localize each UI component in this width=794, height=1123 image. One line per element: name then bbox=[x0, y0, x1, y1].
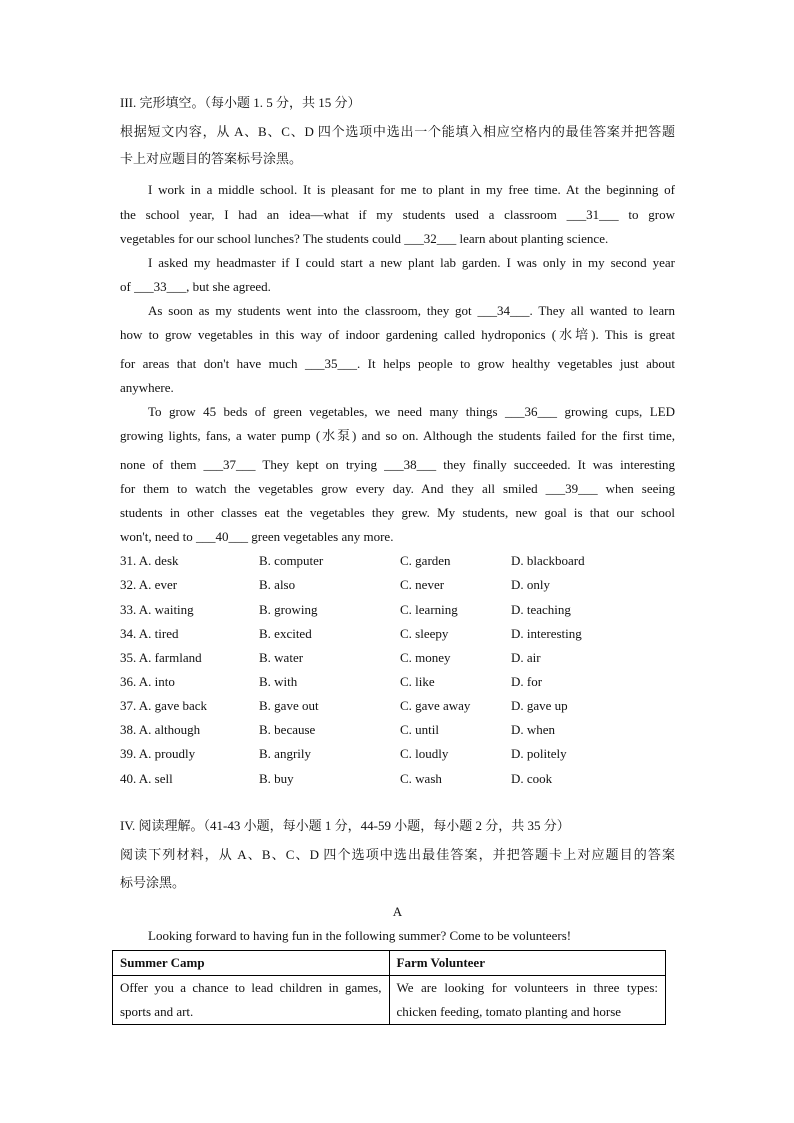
table-cell-summer-camp: Offer you a chance to lead children in games, sports and art. bbox=[113, 976, 390, 1025]
option-b: B. with bbox=[259, 674, 298, 689]
passage-line: won't, need to ___40___ green vegetables any more. bbox=[120, 529, 394, 544]
section4-instruction-line1: 阅读下列材料，从 A、B、C、D 四个选项中选出最佳答案，并把答题卡上对应题目的答案 bbox=[120, 847, 675, 862]
option-a: 35. A. farmland bbox=[120, 650, 202, 665]
option-b: B. computer bbox=[259, 553, 324, 568]
volunteer-table bbox=[112, 950, 666, 1025]
passage-line: the school year, I had an idea—what if my students used a classroom ___31___ to grow bbox=[120, 207, 675, 222]
option-b: B. buy bbox=[259, 771, 294, 786]
passage-line: To grow 45 beds of green vegetables, we need many things ___36___ growing cups, LED bbox=[148, 404, 675, 419]
option-d: D. politely bbox=[511, 746, 567, 761]
option-d: D. cook bbox=[511, 771, 553, 786]
table-cell-farm-volunteer: We are looking for volunteers in three types: chicken feeding, tomato planting and horse bbox=[389, 976, 666, 1025]
passage-line: how to grow vegetables in this way of indoor gardening called hydroponics (水培). This is great bbox=[120, 327, 675, 342]
option-a: 39. A. proudly bbox=[120, 746, 196, 761]
option-a: 31. A. desk bbox=[120, 553, 179, 568]
passage-line: I work in a middle school. It is pleasant for me to plant in my free time. At the beginning of bbox=[148, 182, 675, 197]
option-c: C. sleepy bbox=[400, 626, 449, 641]
part-label: A bbox=[392, 904, 403, 919]
option-d: D. air bbox=[511, 650, 541, 665]
table-row bbox=[113, 976, 666, 1025]
passage-line: for areas that don't have much ___35___. It helps people to grow healthy vegetables just about bbox=[120, 356, 675, 371]
option-d: D. when bbox=[511, 722, 556, 737]
option-b: B. angrily bbox=[259, 746, 311, 761]
option-a: 36. A. into bbox=[120, 674, 175, 689]
option-c: C. until bbox=[400, 722, 440, 737]
option-b: B. because bbox=[259, 722, 316, 737]
section4-title: IV. 阅读理解。（41-43 小题，每小题 1 分，44-59 小题，每小题 2 分，共 35 分） bbox=[120, 818, 570, 833]
passage-line: of ___33___, but she agreed. bbox=[120, 279, 271, 294]
section4-instruction-line2: 标号涂黑。 bbox=[120, 875, 186, 890]
option-c: C. learning bbox=[400, 602, 458, 617]
option-b: B. growing bbox=[259, 602, 318, 617]
option-d: D. for bbox=[511, 674, 543, 689]
passage-line: anywhere. bbox=[120, 380, 174, 395]
passage-line: for them to watch the vegetables grow every day. And they all smiled ___39___ when seeing bbox=[120, 481, 675, 496]
option-c: C. loudly bbox=[400, 746, 449, 761]
option-a: 37. A. gave back bbox=[120, 698, 208, 713]
option-a: 38. A. although bbox=[120, 722, 201, 737]
option-d: D. interesting bbox=[511, 626, 582, 641]
option-b: B. gave out bbox=[259, 698, 319, 713]
option-b: B. water bbox=[259, 650, 304, 665]
option-b: B. excited bbox=[259, 626, 312, 641]
passage-line: vegetables for our school lunches? The students could ___32___ learn about planting science. bbox=[120, 231, 609, 246]
reading-intro: Looking forward to having fun in the following summer? Come to be volunteers! bbox=[148, 928, 572, 943]
passage-line: growing lights, fans, a water pump (水泵) and so on. Although the students failed for the first time, bbox=[120, 428, 675, 443]
option-d: D. teaching bbox=[511, 602, 571, 617]
passage-line: none of them ___37___ They kept on trying ___38___ they finally succeeded. It was interesting bbox=[120, 457, 675, 472]
option-a: 33. A. waiting bbox=[120, 602, 194, 617]
table-header-farm-volunteer: Farm Volunteer bbox=[389, 951, 666, 976]
passage-line: As soon as my students went into the classroom, they got ___34___. They all wanted to learn bbox=[148, 303, 675, 318]
option-c: C. never bbox=[400, 577, 445, 592]
table-header-row bbox=[113, 951, 666, 976]
option-d: D. gave up bbox=[511, 698, 568, 713]
passage-line: I asked my headmaster if I could start a new plant lab garden. I was only in my second year bbox=[148, 255, 675, 270]
option-c: C. money bbox=[400, 650, 451, 665]
option-d: D. blackboard bbox=[511, 553, 585, 568]
section3-instruction-line2: 卡上对应题目的答案标号涂黑。 bbox=[120, 151, 303, 166]
option-c: C. gave away bbox=[400, 698, 471, 713]
option-d: D. only bbox=[511, 577, 550, 592]
option-a: 32. A. ever bbox=[120, 577, 178, 592]
table-header-summer-camp: Summer Camp bbox=[113, 951, 390, 976]
option-c: C. garden bbox=[400, 553, 451, 568]
option-a: 34. A. tired bbox=[120, 626, 179, 641]
option-c: C. wash bbox=[400, 771, 442, 786]
option-c: C. like bbox=[400, 674, 435, 689]
section3-title: III. 完形填空。（每小题 1. 5 分，共 15 分） bbox=[120, 95, 361, 110]
option-a: 40. A. sell bbox=[120, 771, 173, 786]
passage-line: students in other classes eat the vegetables they grew. My students, new goal is that our school bbox=[120, 505, 675, 520]
option-b: B. also bbox=[259, 577, 296, 592]
section3-instruction-line1: 根据短文内容，从 A、B、C、D 四个选项中选出一个能填入相应空格内的最佳答案并把答题 bbox=[120, 124, 675, 139]
